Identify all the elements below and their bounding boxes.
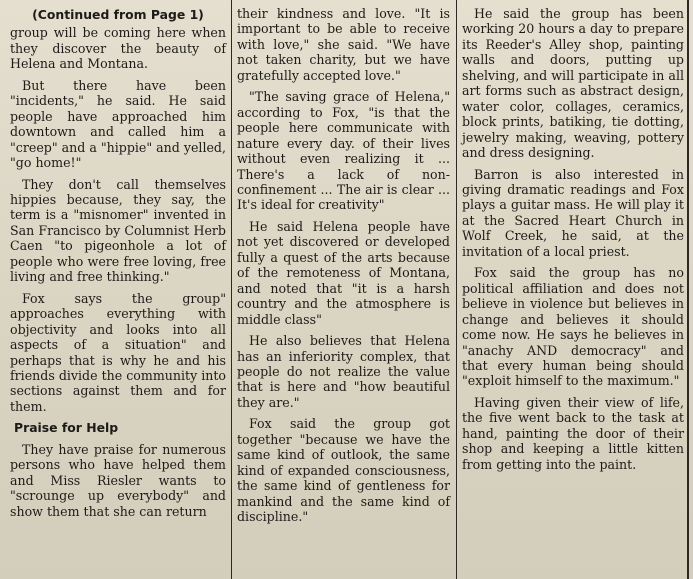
article-paragraph: Fox said the group has no political affiliation and does not believe in violence but believes in change and believes it should come now. He says he believes in "anachy AND democracy" and that every human being should "exploit himself to the maximum." [462,265,684,389]
article-paragraph: They have praise for numerous persons who have helped them and Miss Riesler wants to "scrounge up everybody" and show them that she can return [10,441,226,519]
article-paragraph: Fox says the group" approaches everything with objectivity and looks into all aspects of a situation" and perhaps that is why he and his friends divide the community into sections against them and for them. [10,290,226,414]
article-column-1 [6,6,230,579]
column-rule [231,0,232,579]
column-rule [456,0,457,579]
continued-kicker: (Continued from Page 1) [32,7,204,22]
article-column-3 [458,6,688,579]
article-column-2 [233,6,454,579]
article-paragraph: He said the group has been working 20 hours a day to prepare its Reeder's Alley shop, painting walls and doors, putting up shelving, and will participate in all art forms such as abstract design, water color, collages, ceramics, block prints, batiking, tie dotting, jewelry making, weaving, pottery and dress designing. [462,6,684,161]
article-paragraph: their kindness and love. "It is important to be able to receive with love," she said. "We have not taken charity, but we have gratefully accepted love." [237,6,450,83]
article-paragraph: But there have been "incidents," he said. He said people have approached him downtown and called him a "creep" and a "hippie" and yelled, "go home!" [10,77,226,171]
article-paragraph: Having given their view of life, the five went back to the task at hand, painting the door of their shop and keeping a little kitten from getting into the paint. [462,394,684,472]
article-paragraph: He also believes that Helena has an inferiority complex, that people do not realize the value that is here and "how beautiful they are." [237,333,450,410]
article-paragraph: They don't call themselves hippies because, they say, the term is a "misnomer" invented in San Francisco by Columnist Herb Caen "to pigeonhole a lot of people who were free loving, free living and free thinking." [10,176,226,285]
article-paragraph: "The saving grace of Helena," according to Fox, "is that the people here communicate with nature every day. of their lives without even realizing it ... There's a lack of non-confinement ... The air is clear ... It's ideal for creativity" [237,89,450,213]
section-subhead: Praise for Help [14,420,119,436]
article-paragraph: Fox said the group got together "because we have the same kind of outlook, the same kind of expanded consciousness, the same kind of gentleness for mankind and the same kind of discipline." [237,416,450,525]
article-paragraph: He said Helena people have not yet discovered or developed fully a quest of the arts because of the remoteness of Montana, and noted that "it is a harsh country and the atmosphere is middle class" [237,218,450,327]
article-paragraph: group will be coming here when they discover the beauty of Helena and Montana. [10,25,226,72]
article-paragraph: Barron is also interested in giving dramatic readings and Fox plays a guitar mass. He will play it at the Sacred Heart Church in Wolf Creek, he said, at the invitation of a local priest. [462,166,684,259]
